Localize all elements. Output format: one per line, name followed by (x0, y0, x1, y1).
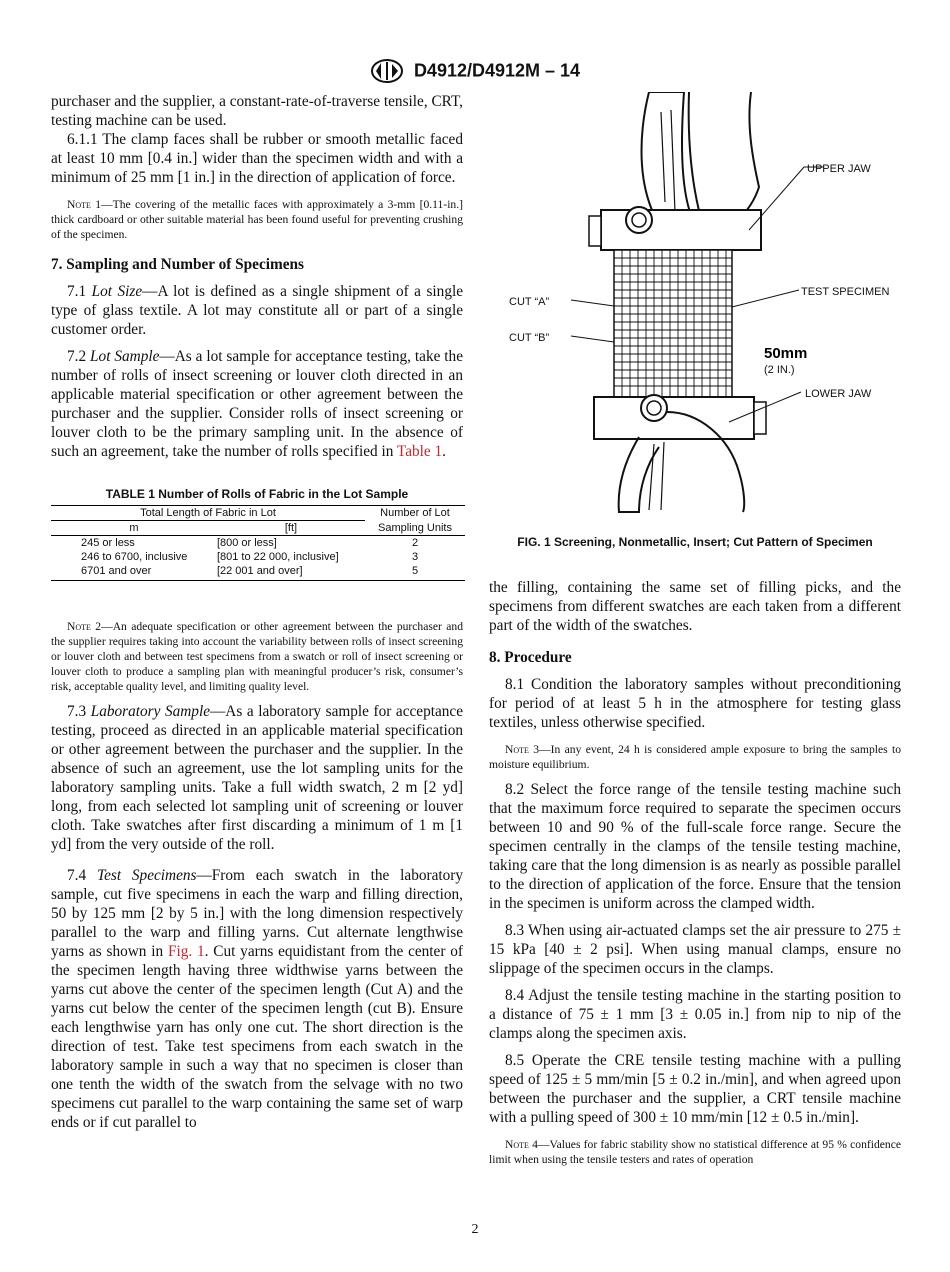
figure-1 (489, 92, 901, 522)
paragraph-7-1: 7.1 Lot Size—A lot is defined as a single shipment of a single type of glass textile. A lot may constitute all or part of a single customer order. (51, 283, 464, 338)
paragraph-8-2: 8.2 Select the force range of the tensile testing machine such that the maximum force required to separate the specimen occurs between 10 and 90 % of the full-scale force range. Secure the specimen centrally in the clamps of the tensile testing machine, taking care that the long dimension is as nearly as possible parallel to the direction of application of the force. Ensure that the tension in the specimen is uniform across the clamped width. (489, 781, 901, 912)
paragraph-6-1-1: 6.1.1 The clamp faces shall be rubber or smooth metallic faced at least 10 mm [0.4 in.] wider than the specimen width and with a minimum of 25 mm [1 in.] in the direction of application of force. (51, 131, 463, 186)
paragraph-8-3: 8.3 When using air-actuated clamps set the air pressure to 275 ± 15 kPa [40 ± 2 psi]. When using manual clamps, ensure no slippage of the specimen occurs in the clamps. (489, 922, 901, 977)
term-laboratory-sample: Laboratory Sample (90, 703, 210, 720)
paragraph-continuation-right: the filling, containing the same set of filling picks, and the specimens from different swatches are each taken from a different part of the width of the swatches. (489, 579, 901, 634)
table-row: 6701 and over [22 001 and over] 5 (51, 564, 465, 581)
left-column (51, 92, 463, 1132)
paragraph-7-3: 7.3 Laboratory Sample—As a laboratory sample for acceptance testing, proceed as directed in an applicable material specification or other agreement between the purchaser and the supplier. In the absence of such an agreement, use the lot sampling units for the laboratory sampling units. Take a full width swatch, 2 m [2 yd] long, from each selected lot sampling unit of screening or louver cloth. Take swatches after first discarding a minimum of 1 m [1 yd] from the very outside of the roll. (51, 703, 464, 853)
table-1-title: TABLE 1 Number of Rolls of Fabric in the Lot Sample (105, 487, 409, 501)
page-header (0, 58, 950, 84)
paragraph-7-4: 7.4 Test Specimens—From each swatch in the laboratory sample, cut five specimens in each the warp and filling direction, 50 by 125 mm [2 by 5 in.] with the long dimension respectively parallel to the warp and filling yarns. Cut alternate lengthwise yarns as shown in Fig. 1. Cut yarns equidistant from the center of the specimen length having three widthwise yarns between the yarns cut above the center of the specimen length (Cut A) and the yarns cut below the center of the specimen length (cut B). Ensure each lengthwise yarn has only one cut. The short direction is the direction of test. Take test specimens from each swatch in the laboratory sample in such a way that no specimen is closer than one tenth the width of the swatch from the selvage with no two specimens cut parallel to the warp containing the same set of warp ends or if cut parallel to (51, 867, 464, 1131)
table-1-link[interactable]: Table 1 (396, 443, 443, 460)
section-8-heading: 8. Procedure (489, 649, 572, 666)
table-header-units: Sampling Units (365, 521, 465, 536)
note-1 (51, 197, 463, 242)
paragraph-8-5: 8.5 Operate the CRE tensile testing machine with a pulling speed of 125 ± 5 mm/min [5 ± 0.2 in./min], and when agreed upon between the purchaser and the supplier, a CRT tensile machine with a pulling speed of 300 ± 10 mm/min [12 ± 0.5 in./min]. (489, 1052, 901, 1126)
label-lower-jaw: LOWER JAW (805, 388, 872, 400)
table-header-total: Total Length of Fabric in Lot (51, 506, 365, 521)
term-lot-sample: Lot Sample (90, 348, 160, 365)
section-7-heading: 7. Sampling and Number of Specimens (51, 256, 305, 273)
document-code: D4912/D4912M – 14 (413, 60, 581, 81)
note-4: Note 4—Values for fabric stability show no statistical difference at 95 % confidence limit when using the tensile testers and rates of operation (489, 1138, 901, 1166)
paragraph-8-1: 8.1 Condition the laboratory samples without preconditioning for period of at least 5 h in the atmosphere for testing glass textiles, unless otherwise specified. (489, 676, 901, 731)
note-1-text: —The covering of the metallic faces with approximately a 3-mm [0.11-in.] thick cardboard or other suitable material has been found useful for preventing crushing of the specimen. (51, 198, 463, 241)
astm-logo-icon (370, 58, 404, 84)
paragraph-continuation: purchaser and the supplier, a constant-rate-of-traverse tensile, CRT, testing machine can be used. (51, 93, 463, 129)
paragraph-7-2: 7.2 Lot Sample—As a lot sample for acceptance testing, take the number of rolls of insect screening or louver cloth directed in an applicable material specification or other agreement between the purchaser and the supplier. Consider rolls of insect screening or louver cloth to be the primary sampling unit. In the absence of such an agreement, take the number of rolls specified in Table 1. (51, 348, 463, 460)
paragraph-8-4: 8.4 Adjust the tensile testing machine in the starting position to a distance of 75 ± 1 mm [3 ± 0.05 in.] from nip to nip of the clamps along the specimen axis. (489, 987, 901, 1042)
label-cut-b: CUT “B” (509, 332, 550, 344)
table-1 (51, 505, 465, 581)
label-cut-a: CUT “A” (509, 296, 550, 308)
table-row: 245 or less [800 or less] 2 (81, 537, 419, 549)
label-dimension-mm: 50mm (764, 345, 808, 362)
label-upper-jaw: UPPER JAW (807, 163, 871, 175)
fig-1-link[interactable]: Fig. 1 (167, 943, 205, 960)
table-header-m: m (51, 521, 217, 536)
figure-1-caption: FIG. 1 Screening, Nonmetallic, Insert; Cut Pattern of Specimen (517, 535, 873, 549)
term-test-specimens: Test Specimens (96, 867, 197, 884)
note-2: Note 2—An adequate specification or other agreement between the purchaser and the supplier requires taking into account the variability between rolls of insect screening or louver cloth and between test specimens from a swatch or roll of insect screening or louver cloth to produce a sampling plan with meaningful producer’s risk, consumer’s risk, acceptable quality level, and limiting quality level. (51, 620, 463, 693)
right-column (489, 578, 901, 1167)
table-header-ft: [ft] (217, 521, 365, 536)
clamp-diagram (489, 92, 901, 522)
term-lot-size: Lot Size (91, 283, 143, 300)
table-header-number: Number of Lot (365, 506, 465, 521)
page-number: 2 (471, 1222, 479, 1237)
label-test-specimen: TEST SPECIMEN (801, 286, 890, 298)
table-row: 246 to 6700, inclusive [801 to 22 000, inclusive] 3 (81, 551, 419, 563)
note-1-label: Note 1 (67, 198, 102, 211)
label-dimension-in: (2 IN.) (764, 364, 795, 376)
note-3: Note 3—In any event, 24 h is considered ample exposure to bring the samples to moisture equilibrium. (489, 743, 901, 771)
